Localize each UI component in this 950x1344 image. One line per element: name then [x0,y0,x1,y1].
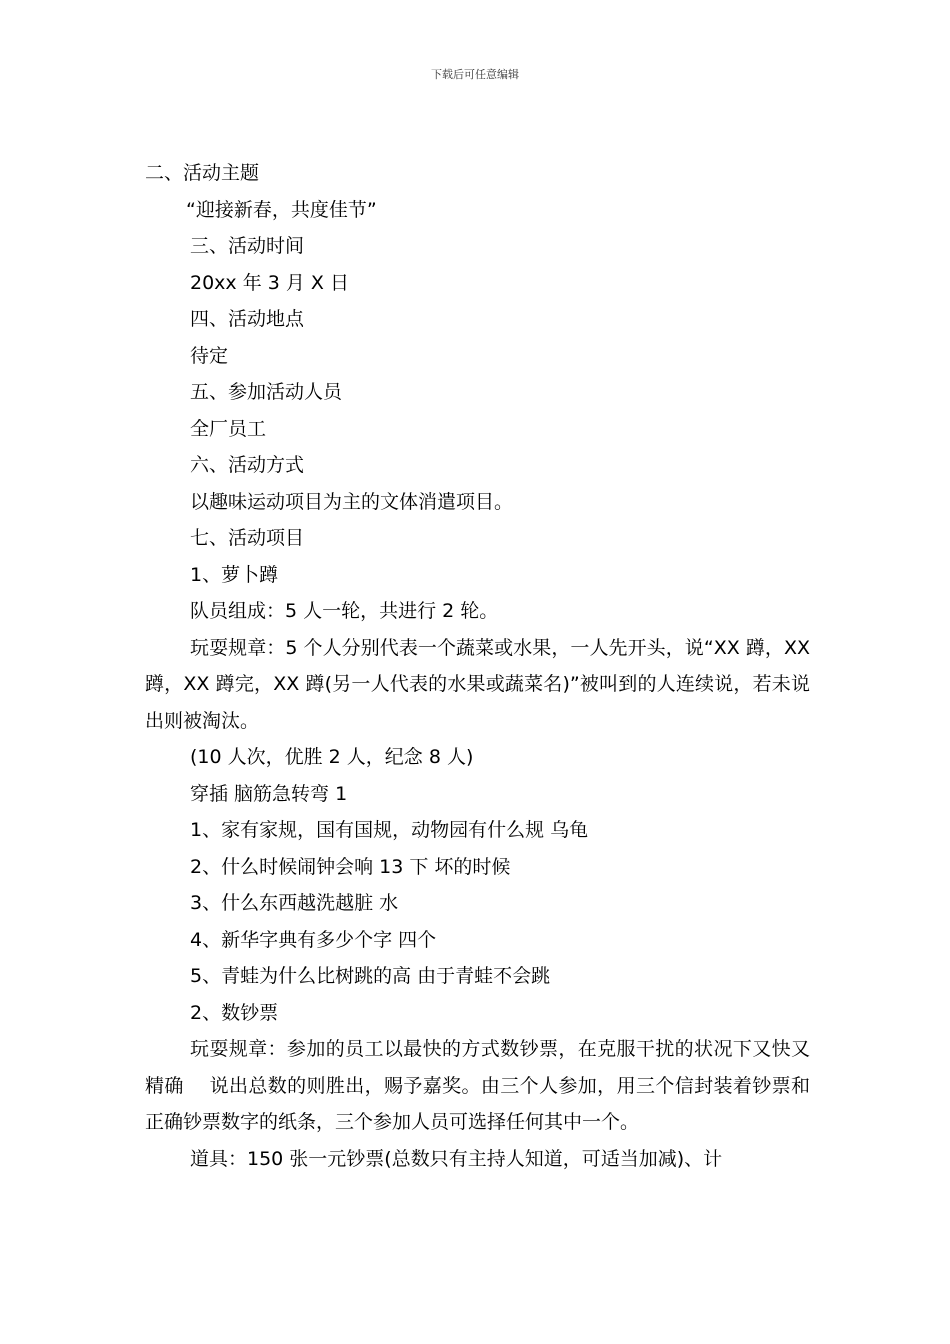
format-value: 以趣味运动项目为主的文体消遣项目。 [190,490,514,513]
participants-value: 全厂员工 [190,417,267,440]
section-heading-time: 三、活动时间 [190,235,305,257]
item2-title: 2、数钞票 [190,1001,279,1024]
item1-title: 1、萝卜蹲 [190,563,279,586]
riddle-item: 4、新华字典有多少个字 四个 [190,928,437,951]
riddle-item: 3、什么东西越洗越脏 水 [190,892,399,914]
section-heading-location: 四、活动地点 [190,308,305,330]
time-value: 20xx 年 3 月 X 日 [190,271,349,294]
riddle-title: 穿插 脑筋急转弯 1 [190,782,348,805]
item1-team: 队员组成：5 人一轮，共进行 2 轮。 [190,600,499,622]
document-body [145,155,810,1177]
location-value: 待定 [190,344,229,367]
section-heading-theme: 二、活动主题 [145,162,260,184]
section-heading-participants: 五、参加活动人员 [190,381,343,403]
section-heading-format: 六、活动方式 [190,454,305,476]
item1-count: (10 人次，优胜 2 人，纪念 8 人) [190,746,474,768]
riddle-item: 5、青蛙为什么比树跳的高 由于青蛙不会跳 [190,965,551,987]
page-header-note: 下载后可任意编辑 [431,68,519,81]
riddle-item: 1、家有家规，国有国规，动物园有什么规 乌龟 [190,819,589,841]
theme-value: “迎接新春，共度佳节” [186,198,377,221]
riddle-item: 2、什么时候闹钟会响 13 下 坏的时候 [190,855,511,878]
section-heading-items: 七、活动项目 [190,527,305,549]
item2-rules: 玩耍规章：参加的员工以最快的方式数钞票，在克服干扰的状况下又快又精确 说出总数的则胜出，赐予嘉奖。由三个人参加，用三个信封装着钞票和正确钞票数字的纸条，三个参加人员可选择任何其中一个。 [145,1038,810,1133]
item1-rules: 玩耍规章：5 个人分别代表一个蔬菜或水果，一人先开头，说“XX 蹲，XX 蹲，XX 蹲完，XX 蹲(另一人代表的水果或蔬菜名)”被叫到的人连续说，若未说出则被淘汰。 [145,636,810,732]
item2-props: 道具：150 张一元钞票(总数只有主持人知道，可适当加减)、计 [190,1147,723,1170]
